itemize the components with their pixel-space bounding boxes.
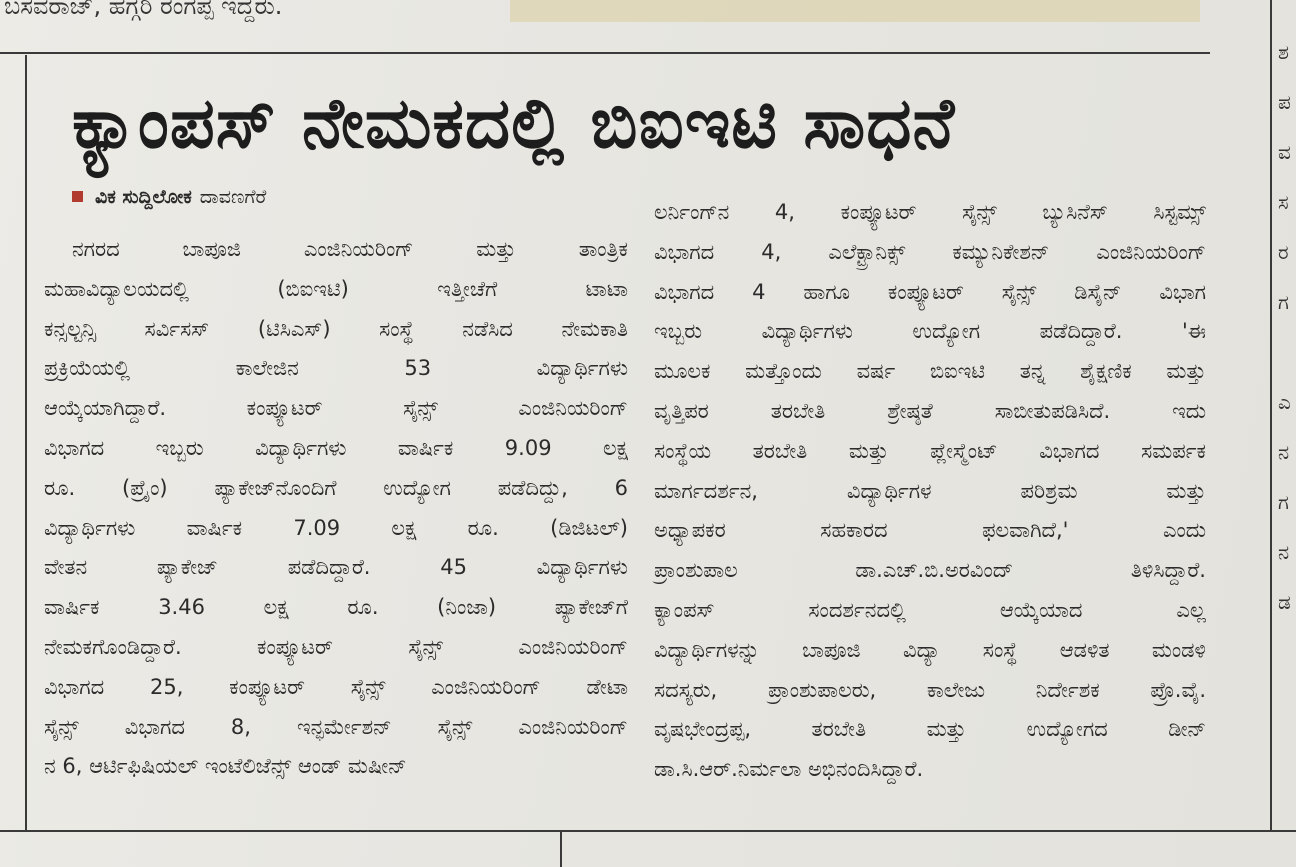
text-line: ವೇತನ ಪ್ಯಾಕೇಜ್ ಪಡೆದಿದ್ದಾರೆ. 45 ವಿದ್ಯಾರ್ಥಿಗಳು bbox=[44, 555, 628, 580]
text-line: ವಿಭಾಗದ 4, ಎಲೆಕ್ಟ್ರಾನಿಕ್ಸ್ ಕಮ್ಯುನಿಕೇಶನ್ ಎಂಜಿನಿಯರಿಂಗ್ bbox=[654, 239, 1206, 264]
text-line: ವಿದ್ಯಾರ್ಥಿಗಳು ವಾರ್ಷಿಕ 7.09 ಲಕ್ಷ ರೂ. (ಡಿಜಿಟಲ್) bbox=[44, 515, 628, 540]
text-line: ಮಾರ್ಗದರ್ಶನ, ವಿದ್ಯಾರ್ಥಿಗಳ ಪರಿಶ್ರಮ ಮತ್ತು bbox=[654, 478, 1206, 503]
text-line: ನ 6, ಆರ್ಟಿಫಿಷಿಯಲ್ ಇಂಟೆಲಿಜೆನ್ಸ್ ಆಂಡ್ ಮಷೀನ್ bbox=[44, 754, 407, 779]
text-line: ವಿಭಾಗದ ಇಬ್ಬರು ವಿದ್ಯಾರ್ಥಿಗಳು ವಾರ್ಷಿಕ 9.09 ಲಕ್ಷ bbox=[44, 435, 628, 460]
edge-char: ಸ bbox=[1278, 190, 1289, 214]
right-rule bbox=[1270, 0, 1272, 830]
bottom-divider bbox=[560, 832, 562, 867]
top-rule bbox=[0, 52, 1210, 54]
edge-char: ನ bbox=[1278, 440, 1290, 464]
edge-char bbox=[1278, 340, 1296, 364]
text-line: ಮೂಲಕ ಮತ್ತೊಂದು ವರ್ಷ ಬಿಐಇಟಿ ತನ್ನ ಶೈಕ್ಷಣಿಕ ಮತ್ತು bbox=[654, 359, 1206, 384]
text-line: ಮಹಾವಿದ್ಯಾಲಯದಲ್ಲಿ (ಬಿಐಇಟಿ) ಇತ್ತೀಚೆಗೆ ಟಾಟಾ bbox=[44, 276, 628, 301]
edge-char: ಎ bbox=[1278, 390, 1291, 414]
faded-ad-strip bbox=[510, 0, 1200, 22]
bullet-icon bbox=[72, 191, 83, 202]
edge-char: ವ bbox=[1278, 140, 1291, 164]
text-line: ವೃಷಭೇಂದ್ರಪ್ಪ, ತರಬೇತಿ ಮತ್ತು ಉದ್ಯೋಗದ ಡೀನ್ bbox=[654, 717, 1206, 742]
byline-place: ದಾವಣಗೆರೆ bbox=[199, 186, 267, 208]
text-line: ಪ್ರಾಂಶುಪಾಲ ಡಾ.ಎಚ್.ಬಿ.ಅರವಿಂದ್ ತಿಳಿಸಿದ್ದಾರೆ. bbox=[654, 558, 1206, 583]
headline: ಕ್ಯಾಂಪಸ್ ನೇಮಕದಲ್ಲಿ ಬಿಐಇಟಿ ಸಾಧನೆ bbox=[72, 82, 956, 164]
text-line: ವಿಭಾಗದ 25, ಕಂಪ್ಯೂಟರ್ ಸೈನ್ಸ್ ಎಂಜಿನಿಯರಿಂಗ್ ಡೇಟಾ bbox=[44, 674, 628, 699]
bottom-rule bbox=[0, 830, 1296, 832]
text-line: ಇಬ್ಬರು ವಿದ್ಯಾರ್ಥಿಗಳು ಉದ್ಯೋಗ ಪಡೆದಿದ್ದಾರೆ. 'ಈ bbox=[654, 319, 1206, 344]
article-column-right bbox=[654, 193, 1206, 790]
text-line: ನೇಮಕಗೊಂಡಿದ್ದಾರೆ. ಕಂಪ್ಯೂಟರ್ ಸೈನ್ಸ್ ಎಂಜಿನಿಯರಿಂಗ್ bbox=[44, 634, 628, 659]
byline bbox=[72, 186, 266, 208]
text-line: ಕನ್ಸಲ್ಟನ್ಸಿ ಸರ್ವಿಸಸ್ (ಟಿಸಿಎಸ್) ಸಂಸ್ಥೆ ನಡೆಸಿದ ನೇಮಕಾತಿ bbox=[44, 316, 628, 341]
edge-char: ಶ bbox=[1278, 40, 1289, 64]
edge-char: ರ bbox=[1278, 240, 1289, 264]
text-line: ವೃತ್ತಿಪರ ತರಬೇತಿ ಶ್ರೇಷ್ಠತೆ ಸಾಬೀತುಪಡಿಸಿದೆ. ಇದು bbox=[654, 398, 1206, 423]
edge-char: ಡ bbox=[1278, 590, 1291, 614]
text-line: ಡಾ.ಸಿ.ಆರ್.ನಿರ್ಮಲಾ ಅಭಿನಂದಿಸಿದ್ದಾರೆ. bbox=[654, 757, 924, 782]
edge-char: ಗ bbox=[1278, 490, 1289, 514]
edge-char: ಗ bbox=[1278, 290, 1289, 314]
text-line: ಆಯ್ಕೆಯಾಗಿದ್ದಾರೆ. ಕಂಪ್ಯೂಟರ್ ಸೈನ್ಸ್ ಎಂಜಿನಿಯರಿಂಗ್ bbox=[44, 396, 628, 421]
text-line: ರೂ. (ಪ್ರೈಂ) ಪ್ಯಾಕೇಜ್‌ನೊಂದಿಗೆ ಉದ್ಯೋಗ ಪಡೆದಿದ್ದು, 6 bbox=[44, 475, 628, 500]
text-line: ವಿಭಾಗದ 4 ಹಾಗೂ ಕಂಪ್ಯೂಟರ್ ಸೈನ್ಸ್ ಡಿಸೈನ್ ವಿಭಾಗ bbox=[654, 279, 1206, 304]
edge-char: ಪ bbox=[1278, 90, 1291, 114]
text-line: ಕ್ಯಾಂಪಸ್ ಸಂದರ್ಶನದಲ್ಲಿ ಆಯ್ಕೆಯಾದ ಎಲ್ಲ bbox=[654, 597, 1206, 622]
text-line: ವಿದ್ಯಾರ್ಥಿಗಳನ್ನು ಬಾಪೂಜಿ ವಿದ್ಯಾ ಸಂಸ್ಥೆ ಆಡಳಿತ ಮಂಡಳಿ bbox=[654, 637, 1206, 662]
text-line: ಲರ್ನಿಂಗ್‌ನ 4, ಕಂಪ್ಯೂಟರ್ ಸೈನ್ಸ್ ಬ್ಯುಸಿನೆಸ್ ಸಿಸ್ಟಮ್ಸ್ bbox=[654, 200, 1206, 224]
previous-article-strip bbox=[0, 0, 1296, 36]
byline-source: ವಿಕ ಸುದ್ದಿಲೋಕ bbox=[95, 186, 192, 208]
text-line: ನಗರದ ಬಾಪೂಜಿ ಎಂಜಿನಿಯರಿಂಗ್ ಮತ್ತು ತಾಂತ್ರಿಕ bbox=[72, 237, 628, 261]
left-rule bbox=[25, 55, 27, 830]
text-line: ಸದಸ್ಯರು, ಪ್ರಾಂಶುಪಾಲರು, ಕಾಲೇಜು ನಿರ್ದೇಶಕ ಪ್ರೊ.ವೈ. bbox=[654, 677, 1206, 702]
text-line: ಪ್ರಕ್ರಿಯೆಯಲ್ಲಿ ಕಾಲೇಜಿನ 53 ವಿದ್ಯಾರ್ಥಿಗಳು bbox=[44, 356, 628, 381]
adjacent-column-fragment bbox=[1278, 40, 1296, 614]
previous-article-tail: ಬಸವರಾಜ್, ಹಗ್ಗರಿ ರಂಗಪ್ಪ ಇದ್ದರು. bbox=[4, 0, 283, 20]
text-line: ಸಂಸ್ಥೆಯ ತರಬೇತಿ ಮತ್ತು ಪ್ಲೇಸ್ಮೆಂಟ್ ವಿಭಾಗದ ಸಮರ್ಪಕ bbox=[654, 438, 1206, 463]
edge-char: ನ bbox=[1278, 540, 1290, 564]
article-column-left bbox=[44, 230, 628, 787]
text-line: ವಾರ್ಷಿಕ 3.46 ಲಕ್ಷ ರೂ. (ನಿಂಜಾ) ಪ್ಯಾಕೇಜ್‌ಗೆ bbox=[44, 595, 628, 620]
text-line: ಸೈನ್ಸ್ ವಿಭಾಗದ 8, ಇನ್ಫರ್ಮೇಶನ್ ಸೈನ್ಸ್ ಎಂಜಿನಿಯರಿಂಗ್ bbox=[44, 714, 628, 739]
text-line: ಅಧ್ಯಾಪಕರ ಸಹಕಾರದ ಫಲವಾಗಿದೆ,' ಎಂದು bbox=[654, 518, 1206, 543]
